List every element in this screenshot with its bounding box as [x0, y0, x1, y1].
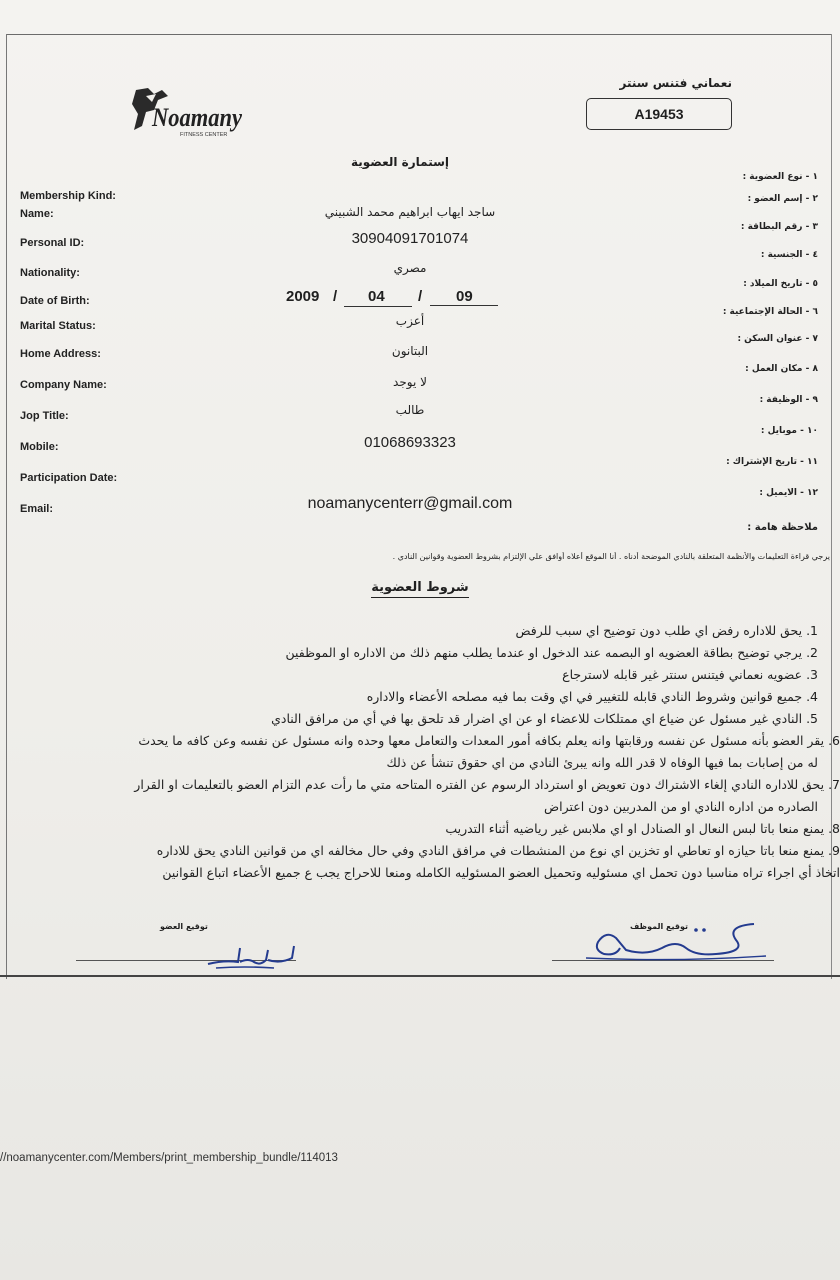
term-4: 4. جميع قوانين وشروط النادي قابله للتغيير في اي وقت بما فيه مصلحه الأعضاء والاداره — [366, 689, 818, 704]
label-ar-home-address: ٧ - عنوان السكن : — [737, 334, 818, 344]
form-title: إستمارة العضوية — [350, 155, 450, 169]
label-ar-membership-kind: ١ - نوع العضوية : — [742, 172, 818, 182]
dob-separator-2: / — [418, 288, 423, 305]
logo-wordmark: Noamany — [151, 103, 243, 132]
label-date-of-birth: Date of Birth: — [20, 295, 90, 307]
label-membership-kind: Membership Kind: — [20, 190, 116, 202]
label-job-title: Jop Title: — [20, 410, 69, 422]
consent-statement: يرجي قراءة التعليمات والأنظمة المتعلقة بالنادي الموضحة أدناه . أنا الموقع أعلاه أوافق علي الإلتزام بشروط العضوية وقوانين النادي . — [392, 552, 830, 561]
term-5: 5. النادي غير مسئول عن ضياع اي ممتلكات للاعضاء او عن اي اضرار قد تلحق بها في أي من مرافق النادي — [271, 711, 818, 726]
value-nationality: مصري — [393, 261, 427, 275]
label-ar-nationality: ٤ - الجنسية : — [760, 250, 818, 260]
logo-subtext: FITNESS CENTER — [180, 132, 228, 138]
label-ar-personal-id: ٣ - رقم البطاقة : — [740, 222, 818, 232]
dob-month: 04 — [368, 288, 385, 305]
label-ar-date-of-birth: ٥ - تاريخ الميلاد : — [743, 279, 818, 289]
value-marital-status: أعزب — [395, 314, 425, 328]
label-email: Email: — [20, 503, 54, 515]
label-name: Name: — [20, 208, 54, 220]
label-ar-participation-date: ١١ - تاريخ الإشتراك : — [726, 457, 818, 467]
frame-top-border — [6, 34, 832, 35]
member-signature-label: توقيع العضو — [160, 922, 208, 931]
label-nationality: Nationality: — [20, 267, 80, 279]
term-9: 9. يمنع منعا باتا حيازه او تعاطي او تخزين اي نوع من المنشطات في مرافق النادي وفي حال مخالفه اي من قوانين النادي يحق للاداره — [156, 843, 840, 858]
label-mobile: Mobile: — [20, 441, 59, 453]
club-name-ar: نعماني فتنس سنتر — [619, 76, 732, 90]
label-participation-date: Participation Date: — [20, 472, 118, 484]
value-job-title: طالب — [395, 403, 425, 417]
term-7-continued: الصادره من اداره النادي او من المدربين دون اعتراض — [544, 799, 818, 814]
dob-month-underline — [344, 306, 412, 307]
terms-title — [340, 580, 500, 595]
term-6-continued: له من إصابات بما فيها الوفاه لا قدر الله وانه يبرئ النادي من اي حقوق تنشأ عن ذلك — [386, 755, 818, 770]
member-signature — [204, 938, 298, 972]
important-note-heading: ملاحظة هامة : — [747, 522, 818, 533]
value-name: ساجد ايهاب ابراهيم محمد الشبيني — [324, 205, 496, 219]
label-personal-id: Personal ID: — [20, 237, 85, 249]
dob-day-underline — [430, 305, 498, 306]
noamany-logo — [128, 86, 246, 144]
employee-signature — [576, 918, 776, 966]
term-7: 7. يحق للاداره النادي إلغاء الاشتراك دون تعويض او استرداد الرسوم عن الفتره المتاحه متي ما رأت عدم التزام العضو بالتعليمات او القرار — [134, 777, 840, 792]
frame-bottom-border — [0, 975, 840, 977]
term-8: 8. يمنع منعا باتا لبس النعال او الصنادل او اي ملابس غير رياضيه أثناء التدريب — [445, 821, 840, 836]
dob-day: 09 — [456, 288, 473, 305]
footer-url: //noamanycenter.com/Members/print_membership_bundle/114013 — [0, 1152, 338, 1164]
label-ar-mobile: ١٠ - موبايل : — [760, 426, 818, 436]
label-ar-marital-status: ٦ - الحالة الإجتماعية : — [722, 307, 818, 317]
label-ar-job-title: ٩ - الوظيفة : — [759, 395, 818, 405]
value-email: noamanycenterr@gmail.com — [307, 495, 513, 512]
term-1: 1. يحق للاداره رفض اي طلب دون توضيح اي سبب للرفض — [515, 623, 818, 638]
label-home-address: Home Address: — [20, 348, 101, 360]
terms-list — [0, 620, 840, 884]
term-2: 2. يرجي توضيح بطاقة العضويه او البصمه عند الدخول او عندما يطلب منهم ذلك من الاداره او الموظفين — [285, 645, 818, 660]
dob-year: 2009 — [286, 288, 320, 305]
term-9-continued: اتخاذ أي اجراء تراه مناسبا دون تحمل اي مسئوليه وتحميل العضو المسئوليه الكامله ومنعا للاحراج يجب ع جميع الأعضاء اتباع القوانين — [162, 865, 840, 880]
value-personal-id: 30904091701074 — [351, 230, 469, 247]
membership-code-box — [586, 98, 732, 130]
dob-separator-1: / — [333, 288, 338, 305]
terms-title-text: شروط العضوية — [371, 580, 468, 598]
value-mobile: 01068693323 — [364, 434, 456, 451]
term-3: 3. عضويه نعماني فيتنس سنتر غير قابله لاسترجاع — [562, 667, 818, 682]
label-company-name: Company Name: — [20, 379, 107, 391]
membership-code: A19453 — [634, 106, 684, 122]
term-6: 6. يقر العضو بأنه مسئول عن نفسه ورقابتها وانه يعلم بكافه أمور المعدات والتعامل معها وحده وانه مسئول عن نفسه وعن كافه ما يحدث — [138, 733, 840, 748]
label-ar-company-name: ٨ - مكان العمل : — [745, 364, 818, 374]
employee-signature-label: توقيع الموظف — [630, 922, 688, 931]
value-home-address: البتانون — [391, 344, 429, 358]
label-marital-status: Marital Status: — [20, 320, 96, 332]
label-ar-name: ٢ - إسم العضو : — [747, 194, 818, 204]
label-ar-email: ١٢ - الايميل : — [759, 488, 818, 498]
value-company-name: لا يوجد — [393, 375, 427, 389]
